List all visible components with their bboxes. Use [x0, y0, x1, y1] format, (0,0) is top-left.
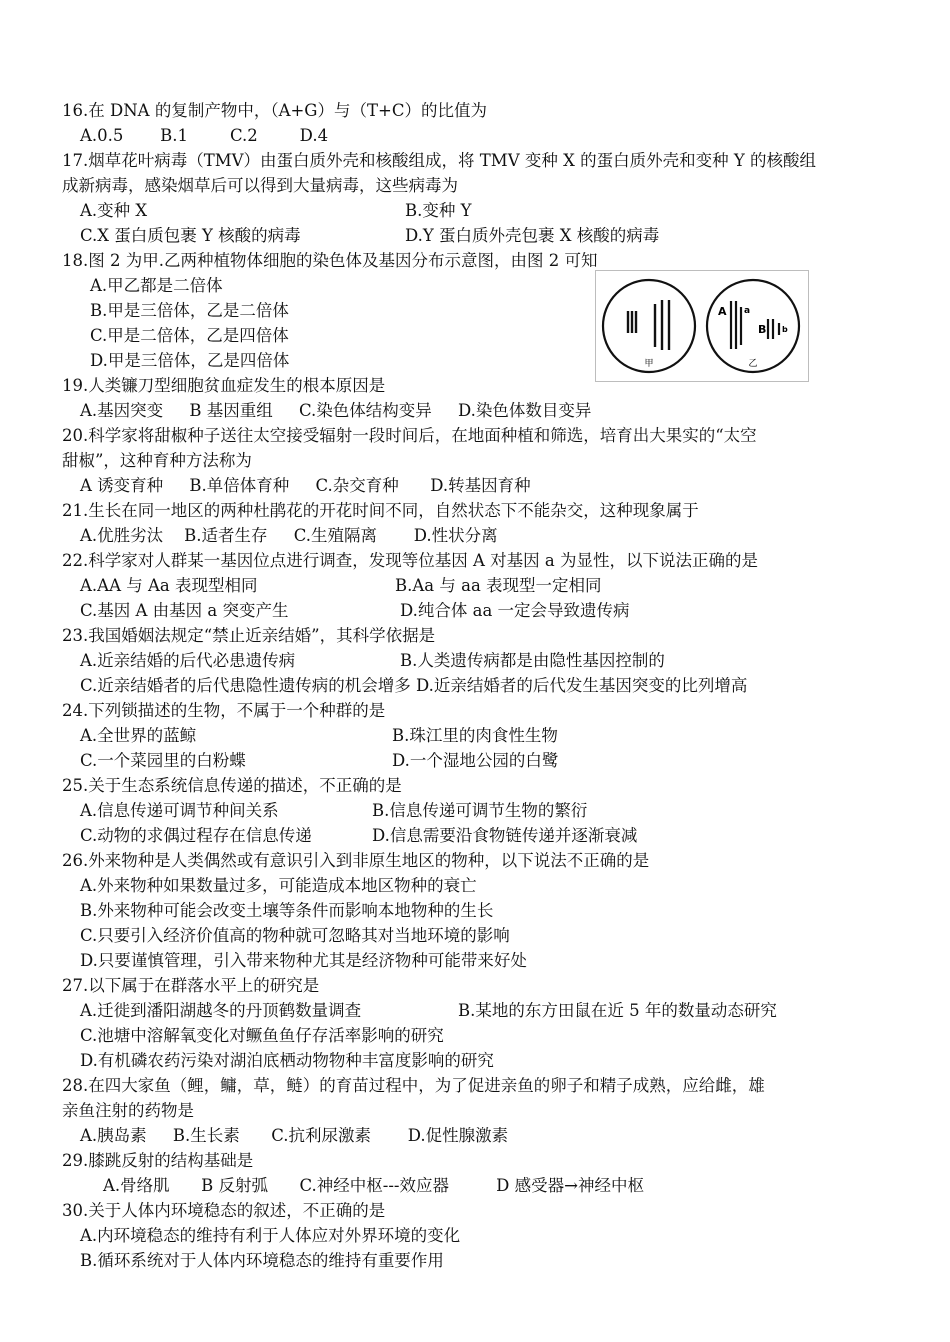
- cell-yi-label: 乙: [748, 359, 758, 369]
- question-18-option-c: C.甲是二倍体，乙是四倍体: [90, 326, 289, 345]
- gene-A-label: A: [718, 305, 727, 318]
- question-21-options: A.优胜劣汰 B.适者生存 C.生殖隔离 D.性状分离: [80, 526, 498, 545]
- question-23-option-a: A.近亲结婚的后代必患遗传病: [80, 651, 296, 670]
- question-19-stem: 19.人类镰刀型细胞贫血症发生的根本原因是: [62, 376, 386, 395]
- question-24-stem: 24.下列锁描述的生物，不属于一个种群的是: [62, 701, 386, 720]
- question-18-stem: 18.图 2 为甲.乙两种植物体细胞的染色体及基因分布示意图，由图 2 可知: [62, 251, 598, 270]
- question-17-option-d: D.Y 蛋白质外壳包裹 X 核酸的病毒: [405, 226, 660, 245]
- question-26-option-a: A.外来物种如果数量过多，可能造成本地区物种的衰亡: [80, 876, 477, 895]
- question-29-options: A.骨络肌 B 反射弧 C.神经中枢---效应器 D 感受器→神经中枢: [103, 1176, 644, 1195]
- question-28-options: A.胰岛素 B.生长素 C.抗利尿激素 D.促性腺激素: [80, 1126, 509, 1145]
- question-28-stem-line1: 28.在四大家鱼（鲤，鳙，草，鲢）的育苗过程中，为了促进亲鱼的卵子和精子成熟，应给雌，雄: [62, 1076, 765, 1095]
- question-17-option-c: C.X 蛋白质包裹 Y 核酸的病毒: [80, 226, 301, 245]
- question-25-option-a: A.信息传递可调节种间关系: [80, 801, 279, 820]
- question-27-option-b: B.某地的东方田鼠在近 5 年的数量动态研究: [458, 1001, 777, 1020]
- question-20-stem-line2: 甜椒”，这种育种方法称为: [62, 451, 252, 470]
- question-23-option-cd: C.近亲结婚者的后代患隐性遗传病的机会增多 D.近亲结婚者的后代发生基因突变的比列增高: [80, 676, 748, 695]
- question-20-options: A 诱变育种 B.单倍体育种 C.杂交育种 D.转基因育种: [80, 476, 531, 495]
- gene-a-label: a: [744, 306, 751, 316]
- question-26-option-c: C.只要引入经济价值高的物种就可忽略其对当地环境的影响: [80, 926, 510, 945]
- question-24-option-c: C.一个菜园里的白粉蝶: [80, 751, 246, 770]
- cell-yi-gene-labels: [718, 305, 788, 336]
- question-27-option-c: C.池塘中溶解氧变化对鳜鱼鱼仔存活率影响的研究: [80, 1026, 444, 1045]
- question-16-stem: 16.在 DNA 的复制产物中，（A+G）与（T+C）的比值为: [62, 101, 487, 120]
- question-22-option-b: B.Aa 与 aa 表现型一定相同: [395, 576, 602, 595]
- question-24-option-a: A.全世界的蓝鲸: [80, 726, 197, 745]
- cell-jia-chromosomes: [628, 300, 669, 350]
- question-22-option-c: C.基因 A 由基因 a 突变产生: [80, 601, 289, 620]
- question-29-stem: 29.膝跳反射的结构基础是: [62, 1151, 254, 1170]
- question-25-option-d: D.信息需要沿食物链传递并逐渐衰减: [372, 826, 638, 845]
- question-26-option-d: D.只要谨慎管理，引入带来物种尤其是经济物种可能带来好处: [80, 951, 527, 970]
- question-24-option-d: D.一个湿地公园的白鹭: [392, 751, 559, 770]
- question-17-option-b: B.变种 Y: [405, 201, 472, 220]
- question-26-option-b: B.外来物种可能会改变土壤等条件而影响本地物种的生长: [80, 901, 494, 920]
- question-19-options: A.基因突变 B 基因重组 C.染色体结构变异 D.染色体数目变异: [80, 401, 592, 420]
- question-26-stem: 26.外来物种是人类偶然或有意识引入到非原生地区的物种，以下说法不正确的是: [62, 851, 650, 870]
- question-21-stem: 21.生长在同一地区的两种杜鹃花的开花时间不同，自然状态下不能杂交，这种现象属于: [62, 501, 699, 520]
- question-17-stem-line2: 成新病毒，感染烟草后可以得到大量病毒，这些病毒为: [62, 176, 458, 195]
- question-27-option-a: A.迁徙到潘阳湖越冬的丹顶鹤数量调查: [80, 1001, 362, 1020]
- gene-B-label: B: [758, 323, 767, 336]
- question-18-option-d: D.甲是三倍体，乙是四倍体: [90, 351, 290, 370]
- question-18-option-a: A.甲乙都是二倍体: [90, 276, 223, 295]
- question-16-options: A.0.5 B.1 C.2 D.4: [80, 126, 329, 145]
- question-25-option-c: C.动物的求偶过程存在信息传递: [80, 826, 312, 845]
- question-24-option-b: B.珠江里的肉食性生物: [392, 726, 558, 745]
- question-22-option-d: D.纯合体 aa 一定会导致遗传病: [400, 601, 630, 620]
- question-30-option-b: B.循环系统对于人体内环境稳态的维持有重要作用: [80, 1251, 444, 1270]
- chromosome-figure: [595, 270, 809, 382]
- question-30-stem: 30.关于人体内环境稳态的叙述，不正确的是: [62, 1201, 386, 1220]
- question-23-option-b: B.人类遗传病都是由隐性基因控制的: [400, 651, 665, 670]
- question-25-stem: 25.关于生态系统信息传递的描述，不正确的是: [62, 776, 402, 795]
- gene-b-label: b: [782, 325, 788, 334]
- question-22-option-a: A.AA 与 Aa 表现型相同: [80, 576, 258, 595]
- question-30-option-a: A.内环境稳态的维持有利于人体应对外界环境的变化: [80, 1226, 461, 1245]
- question-18-option-b: B.甲是三倍体，乙是二倍体: [90, 301, 289, 320]
- question-17-option-a: A.变种 X: [80, 201, 148, 220]
- question-22-stem: 22.科学家对人群某一基因位点进行调查，发现等位基因 A 对基因 a 为显性，以下说法正确的是: [62, 551, 758, 570]
- chromosome-diagram: [596, 271, 808, 381]
- question-27-option-d: D.有机磷农药污染对湖泊底栖动物物种丰富度影响的研究: [80, 1051, 494, 1070]
- question-27-stem: 27.以下属于在群落水平上的研究是: [62, 976, 320, 995]
- question-28-stem-line2: 亲鱼注射的药物是: [62, 1101, 194, 1120]
- question-20-stem-line1: 20.科学家将甜椒种子送往太空接受辐射一段时间后，在地面种植和筛选，培育出大果实的“太空: [62, 426, 757, 445]
- question-25-option-b: B.信息传递可调节生物的繁衍: [372, 801, 588, 820]
- question-23-stem: 23.我国婚姻法规定“禁止近亲结婚”，其科学依据是: [62, 626, 436, 645]
- question-17-stem-line1: 17.烟草花叶病毒（TMV）由蛋白质外壳和核酸组成，将 TMV 变种 X 的蛋白质外壳和变种 Y 的核酸组: [62, 151, 816, 170]
- cell-jia-label: 甲: [644, 359, 654, 369]
- cell-yi-chromosomes: [731, 301, 779, 349]
